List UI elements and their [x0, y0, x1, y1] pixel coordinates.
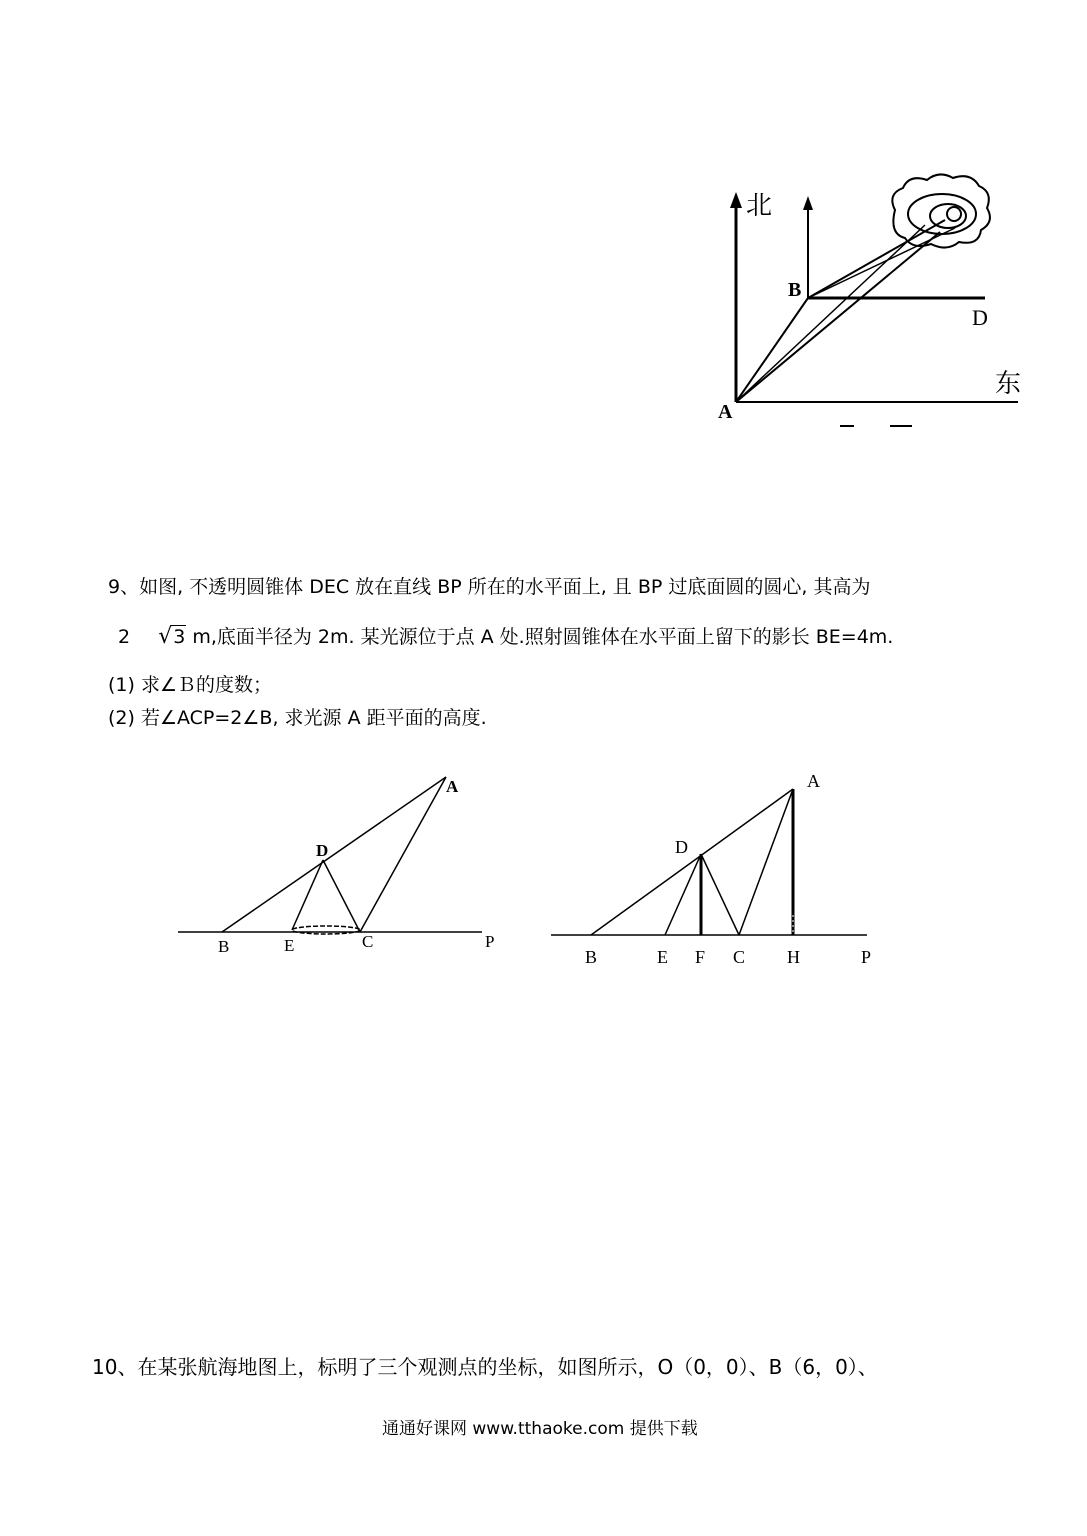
fig1-label-b: B	[788, 279, 802, 301]
line-dc	[323, 860, 360, 932]
fig2-label-c: C	[362, 932, 374, 951]
cone-figure-right	[545, 765, 885, 975]
fig1-label-east: 东	[995, 369, 1022, 399]
fig1-label-a: A	[718, 401, 733, 423]
fig2-label-e: E	[284, 936, 295, 955]
fig2-label-b: B	[218, 937, 230, 956]
fig3-label-h: H	[787, 947, 800, 967]
problem9-q1: (1) 求∠Ｂ的度数；	[108, 674, 272, 696]
problem9-line2	[118, 628, 893, 647]
fig2-label-a: A	[446, 777, 459, 796]
fig3-label-p: P	[861, 947, 872, 967]
compass-figure	[700, 170, 1040, 440]
problem9-q2: (2) 若∠ACP=2∠B, 求光源 A 距平面的高度.	[108, 707, 487, 729]
line-ca	[739, 789, 793, 935]
fig1-label-d: D	[972, 305, 988, 330]
problem9-line2-suffix: m,底面半径为 2m. 某光源位于点 A 处.照射圆锥体在水平面上留下的影长 BE=4m.	[192, 626, 894, 648]
line-de	[292, 860, 323, 930]
problem9-radical: 3	[173, 626, 186, 648]
north-arrow-b	[803, 196, 813, 210]
north-arrow	[730, 192, 742, 208]
fig3-label-c: C	[733, 947, 746, 967]
fig2-label-d: D	[316, 841, 329, 860]
fig3-label-a: A	[807, 771, 820, 791]
sqrt-symbol	[158, 628, 186, 647]
line-ba	[591, 789, 793, 935]
line-dc	[701, 854, 739, 935]
problem9-line2-prefix: 2	[118, 626, 131, 648]
fig1-label-north: 北	[746, 191, 773, 221]
page-footer: 通通好课网 www.tthaoke.com 提供下载	[382, 1419, 698, 1439]
cloud-icon	[892, 174, 990, 247]
fig3-label-f: F	[695, 947, 706, 967]
problem10-line1: 10、在某张航海地图上，标明了三个观测点的坐标，如图所示，O（0，0）、B（6，0）、	[92, 1355, 878, 1379]
fig3-label-d: D	[675, 837, 688, 857]
line-de	[665, 854, 701, 935]
line-a-cloud	[736, 232, 940, 402]
line-b-cloud-2	[808, 228, 955, 298]
fig2-label-p: P	[485, 932, 495, 951]
cone-base	[292, 926, 360, 934]
problem9-line1: 9、如图, 不透明圆锥体 DEC 放在直线 BP 所在的水平面上, 且 BP 过底面圆的圆心, 其高为	[108, 576, 871, 598]
line-ca	[360, 777, 446, 932]
cone-figure-left	[170, 765, 510, 965]
fig3-label-b: B	[585, 947, 598, 967]
line-a-cloud-2	[736, 225, 925, 402]
line-ba	[222, 777, 446, 932]
fig3-label-e: E	[657, 947, 668, 967]
